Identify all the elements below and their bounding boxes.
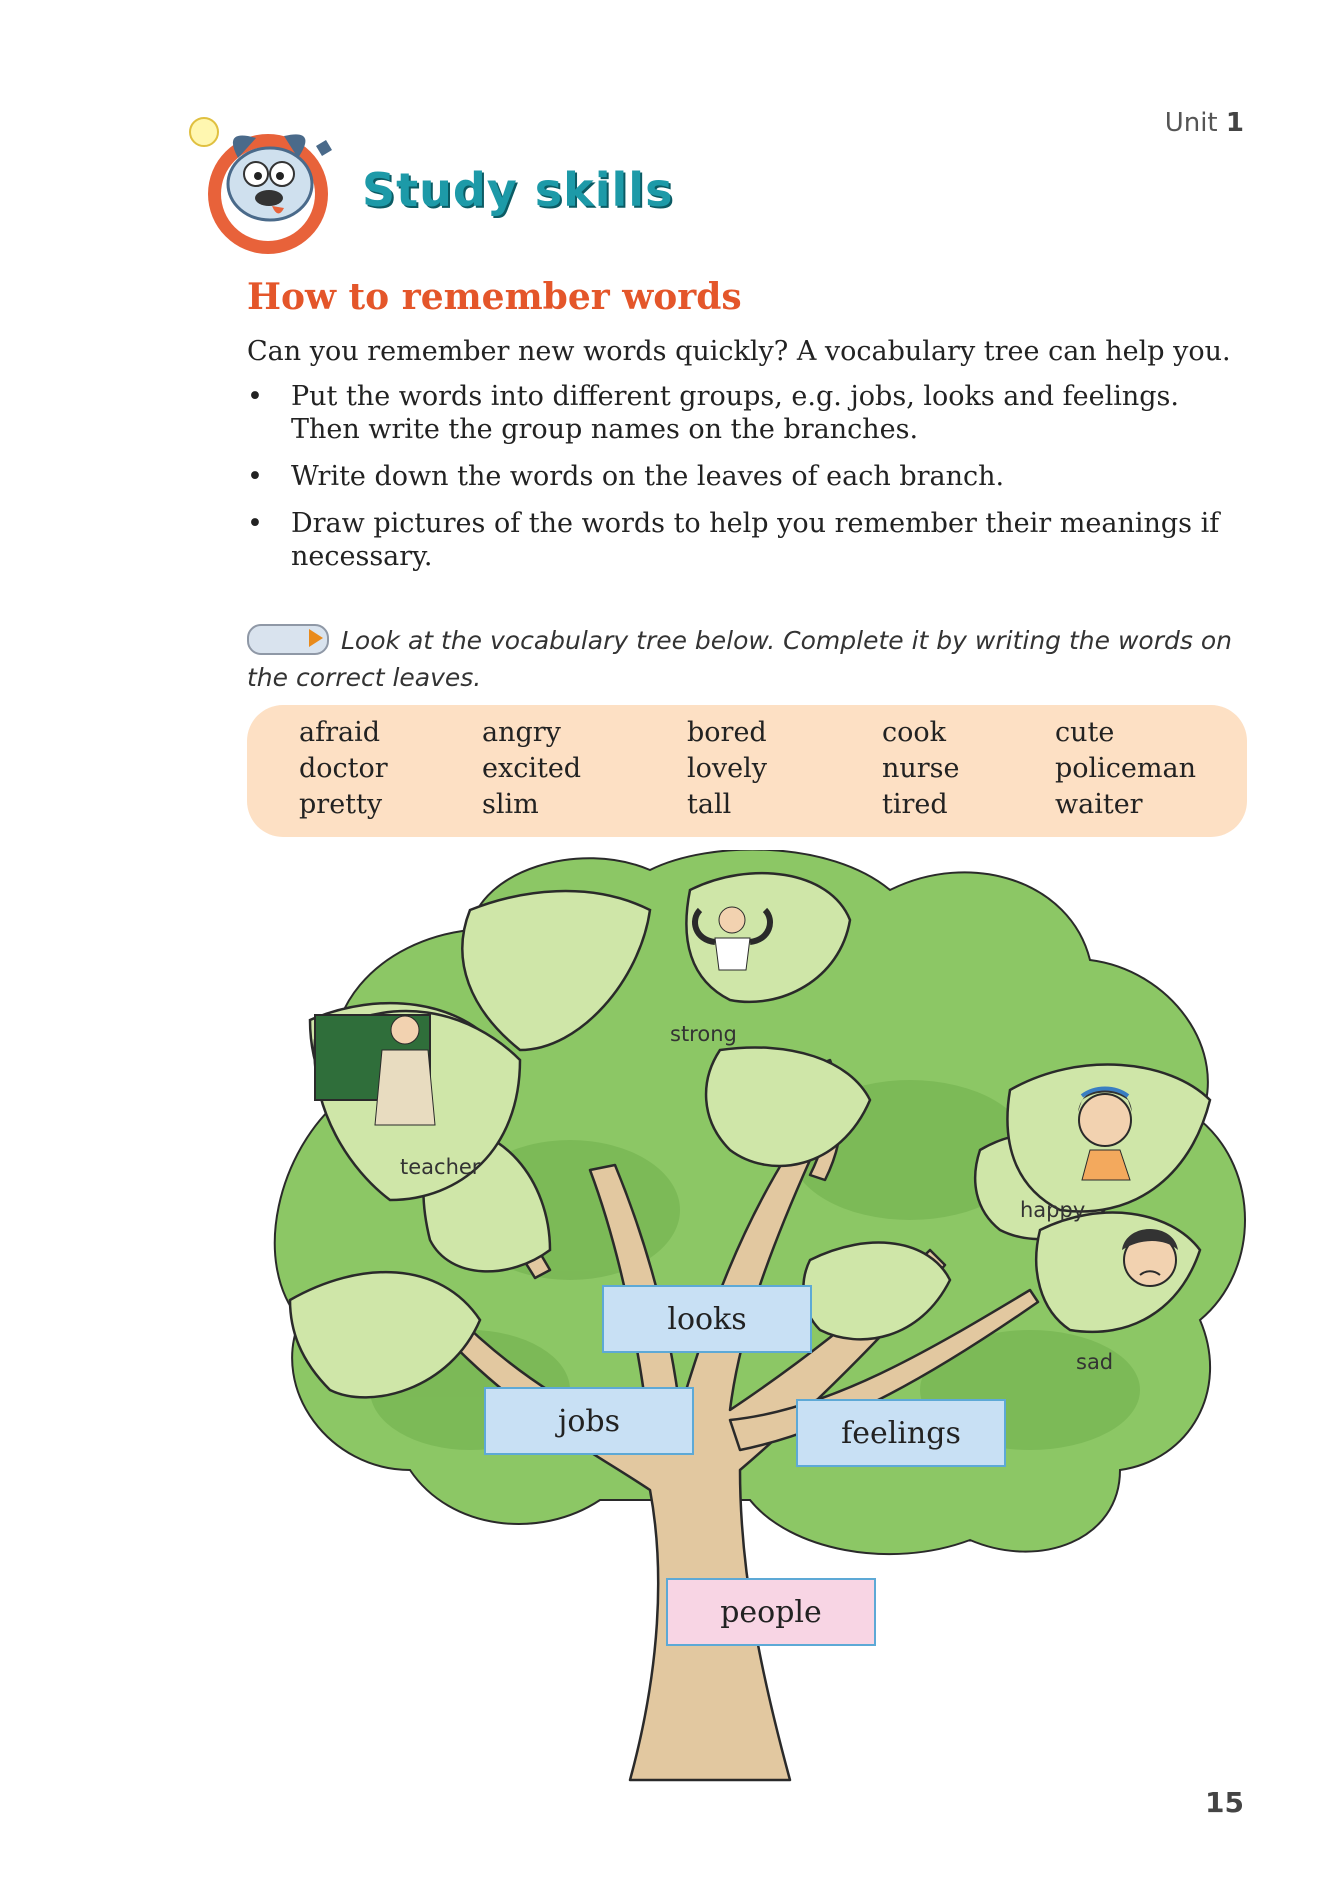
branch-label-feelings: feelings: [796, 1399, 1006, 1467]
leaf-label-happy: happy: [1020, 1198, 1086, 1222]
tip-text: Write down the words on the leaves of each branch.: [291, 461, 1005, 492]
leaf-label-teacher: teacher: [400, 1155, 481, 1179]
word: waiter: [1055, 789, 1143, 820]
word: cute: [1055, 717, 1115, 748]
word: tall: [687, 789, 732, 820]
leaf-label-sad: sad: [1076, 1350, 1114, 1374]
word: nurse: [882, 753, 960, 784]
word-column: [882, 715, 960, 823]
word: tired: [882, 789, 948, 820]
tip-text: Draw pictures of the words to help you remember their meanings if necessary.: [291, 508, 1220, 572]
instruction: [247, 622, 1247, 696]
section-title: Study skills: [362, 163, 674, 217]
study-skills-dog-logo-icon: [186, 106, 356, 256]
word-bank: [247, 705, 1247, 837]
happy-girl-icon: [1078, 1088, 1132, 1180]
leaf-label-strong: strong: [670, 1022, 737, 1046]
word: doctor: [299, 753, 388, 784]
word: pretty: [299, 789, 383, 820]
page-number: 15: [1205, 1786, 1244, 1819]
unit-text: Unit: [1164, 108, 1218, 138]
play-button-icon: [247, 624, 329, 655]
vocabulary-tree: [270, 850, 1270, 1790]
intro-text: Can you remember new words quickly? A vocabulary tree can help you.: [247, 336, 1231, 367]
unit-label: [1165, 108, 1244, 138]
word: excited: [482, 753, 582, 784]
tip-item: [247, 380, 1227, 446]
bullet-icon: •: [247, 381, 263, 412]
word: lovely: [687, 753, 768, 784]
unit-number: 1: [1225, 108, 1244, 138]
page-heading: How to remember words: [247, 276, 742, 318]
instruction-text: Look at the vocabulary tree below. Complete it by writing the words on the correct leaves.: [247, 626, 1232, 692]
tip-item: [247, 507, 1227, 573]
tip-item: [247, 460, 1227, 493]
bullet-icon: •: [247, 461, 263, 492]
word: cook: [882, 717, 946, 748]
word: afraid: [299, 717, 381, 748]
word-column: [687, 715, 767, 823]
word: bored: [687, 717, 767, 748]
word-column: [299, 715, 388, 823]
word: policeman: [1055, 753, 1196, 784]
tip-text: Put the words into different groups, e.g. jobs, looks and feelings. Then write the group names on the branches.: [291, 381, 1179, 445]
bullet-icon: •: [247, 508, 263, 539]
word: angry: [482, 717, 561, 748]
tips-list: [247, 380, 1227, 587]
trunk-label-people: people: [666, 1578, 876, 1646]
word: slim: [482, 789, 539, 820]
sad-boy-icon: [1122, 1229, 1178, 1286]
word-column: [482, 715, 581, 823]
branch-label-looks: looks: [602, 1285, 812, 1353]
branch-label-jobs: jobs: [484, 1387, 694, 1455]
word-column: [1055, 715, 1196, 823]
